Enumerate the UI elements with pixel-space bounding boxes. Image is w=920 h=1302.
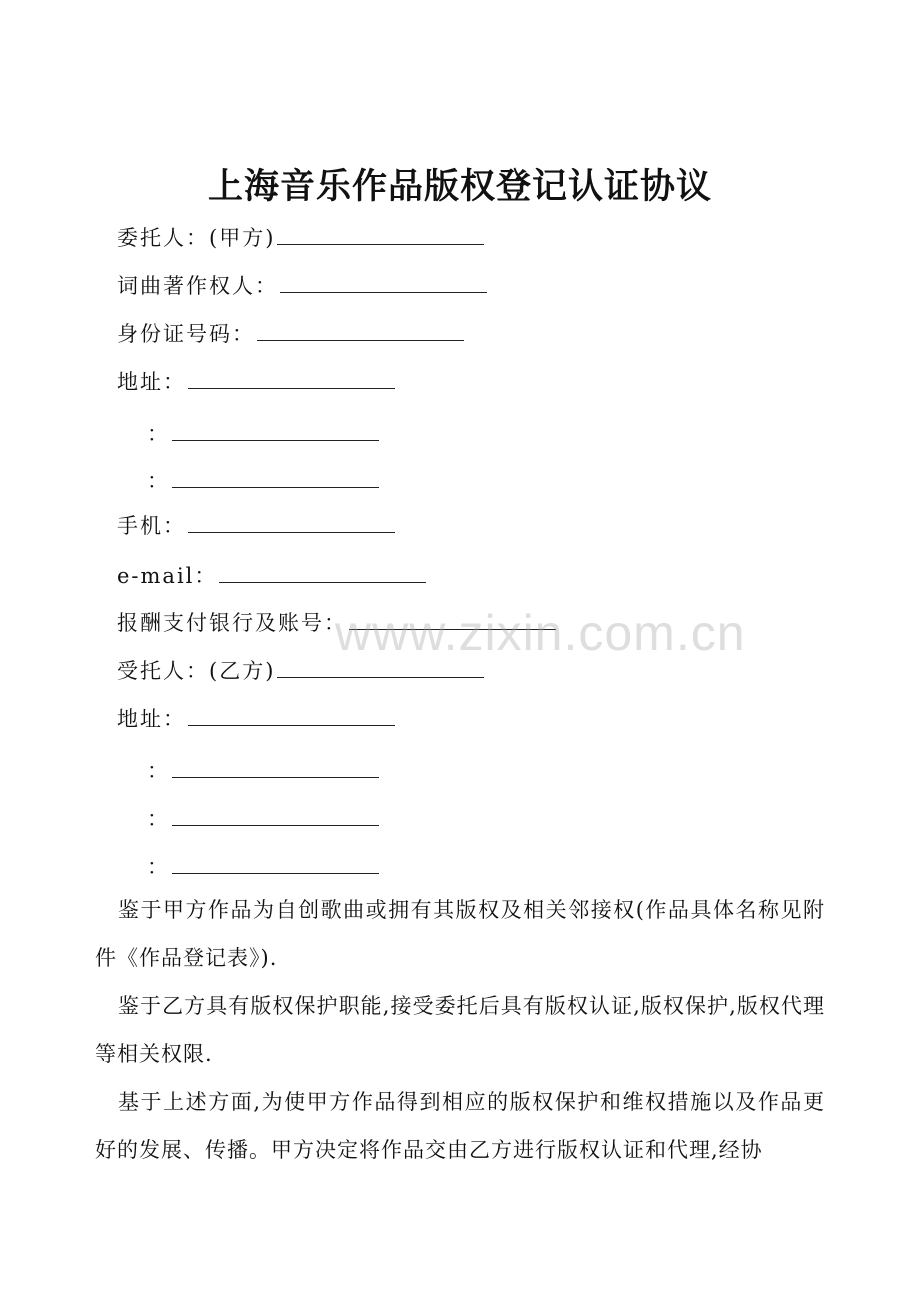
field-label: 委托人：(甲方) xyxy=(117,226,276,250)
field-label: 报酬支付银行及账号： xyxy=(117,611,347,635)
fill-blank[interactable] xyxy=(172,803,379,826)
field-address-a xyxy=(117,366,395,396)
field-label: ： xyxy=(147,422,170,446)
field-blank-a2 xyxy=(147,465,379,495)
field-blank-b3 xyxy=(147,851,379,881)
field-bank-account xyxy=(117,607,556,637)
fill-blank[interactable] xyxy=(219,560,426,583)
field-address-b xyxy=(117,703,395,733)
field-blank-a1 xyxy=(147,418,379,448)
fill-blank[interactable] xyxy=(188,703,395,726)
paragraph: 鉴于甲方作品为自创歌曲或拥有其版权及相关邻接权(作品具体名称见附件《作品登记表》). xyxy=(95,898,825,970)
field-label: 地址： xyxy=(117,370,186,394)
fill-blank[interactable] xyxy=(280,270,487,293)
field-label: ： xyxy=(147,807,170,831)
fill-blank[interactable] xyxy=(349,607,556,630)
field-principal xyxy=(117,222,484,252)
field-label: ： xyxy=(147,855,170,879)
field-label: 地址： xyxy=(117,707,186,731)
fill-blank[interactable] xyxy=(277,222,484,245)
field-agent xyxy=(117,655,484,685)
field-label: ： xyxy=(147,759,170,783)
field-copyright-owner xyxy=(117,270,487,300)
field-label: 身份证号码： xyxy=(117,322,255,346)
fill-blank[interactable] xyxy=(188,366,395,389)
field-email xyxy=(117,560,426,590)
fill-blank[interactable] xyxy=(172,755,379,778)
fill-blank[interactable] xyxy=(172,465,379,488)
field-mobile xyxy=(117,510,395,540)
fill-blank[interactable] xyxy=(172,851,379,874)
field-label: e-mail： xyxy=(117,564,218,588)
fill-blank[interactable] xyxy=(188,510,395,533)
field-label: 词曲著作权人： xyxy=(117,274,278,298)
watermark: www.zixin.com.cn xyxy=(335,605,746,661)
field-label: ： xyxy=(147,469,170,493)
document-title: 上海音乐作品版权登记认证协议 xyxy=(207,166,712,207)
field-label: 受托人：(乙方) xyxy=(117,659,276,683)
field-id-number xyxy=(117,318,464,348)
paragraph: 基于上述方面,为使甲方作品得到相应的版权保护和维权措施以及作品更好的发展、传播。甲方决定将作品交由乙方进行版权认证和代理,经协 xyxy=(95,1090,825,1162)
paragraph: 鉴于乙方具有版权保护职能,接受委托后具有版权认证,版权保护,版权代理等相关权限. xyxy=(95,994,825,1066)
fill-blank[interactable] xyxy=(257,318,464,341)
field-blank-b1 xyxy=(147,755,379,785)
field-blank-b2 xyxy=(147,803,379,833)
fill-blank[interactable] xyxy=(277,655,484,678)
field-label: 手机： xyxy=(117,514,186,538)
fill-blank[interactable] xyxy=(172,418,379,441)
